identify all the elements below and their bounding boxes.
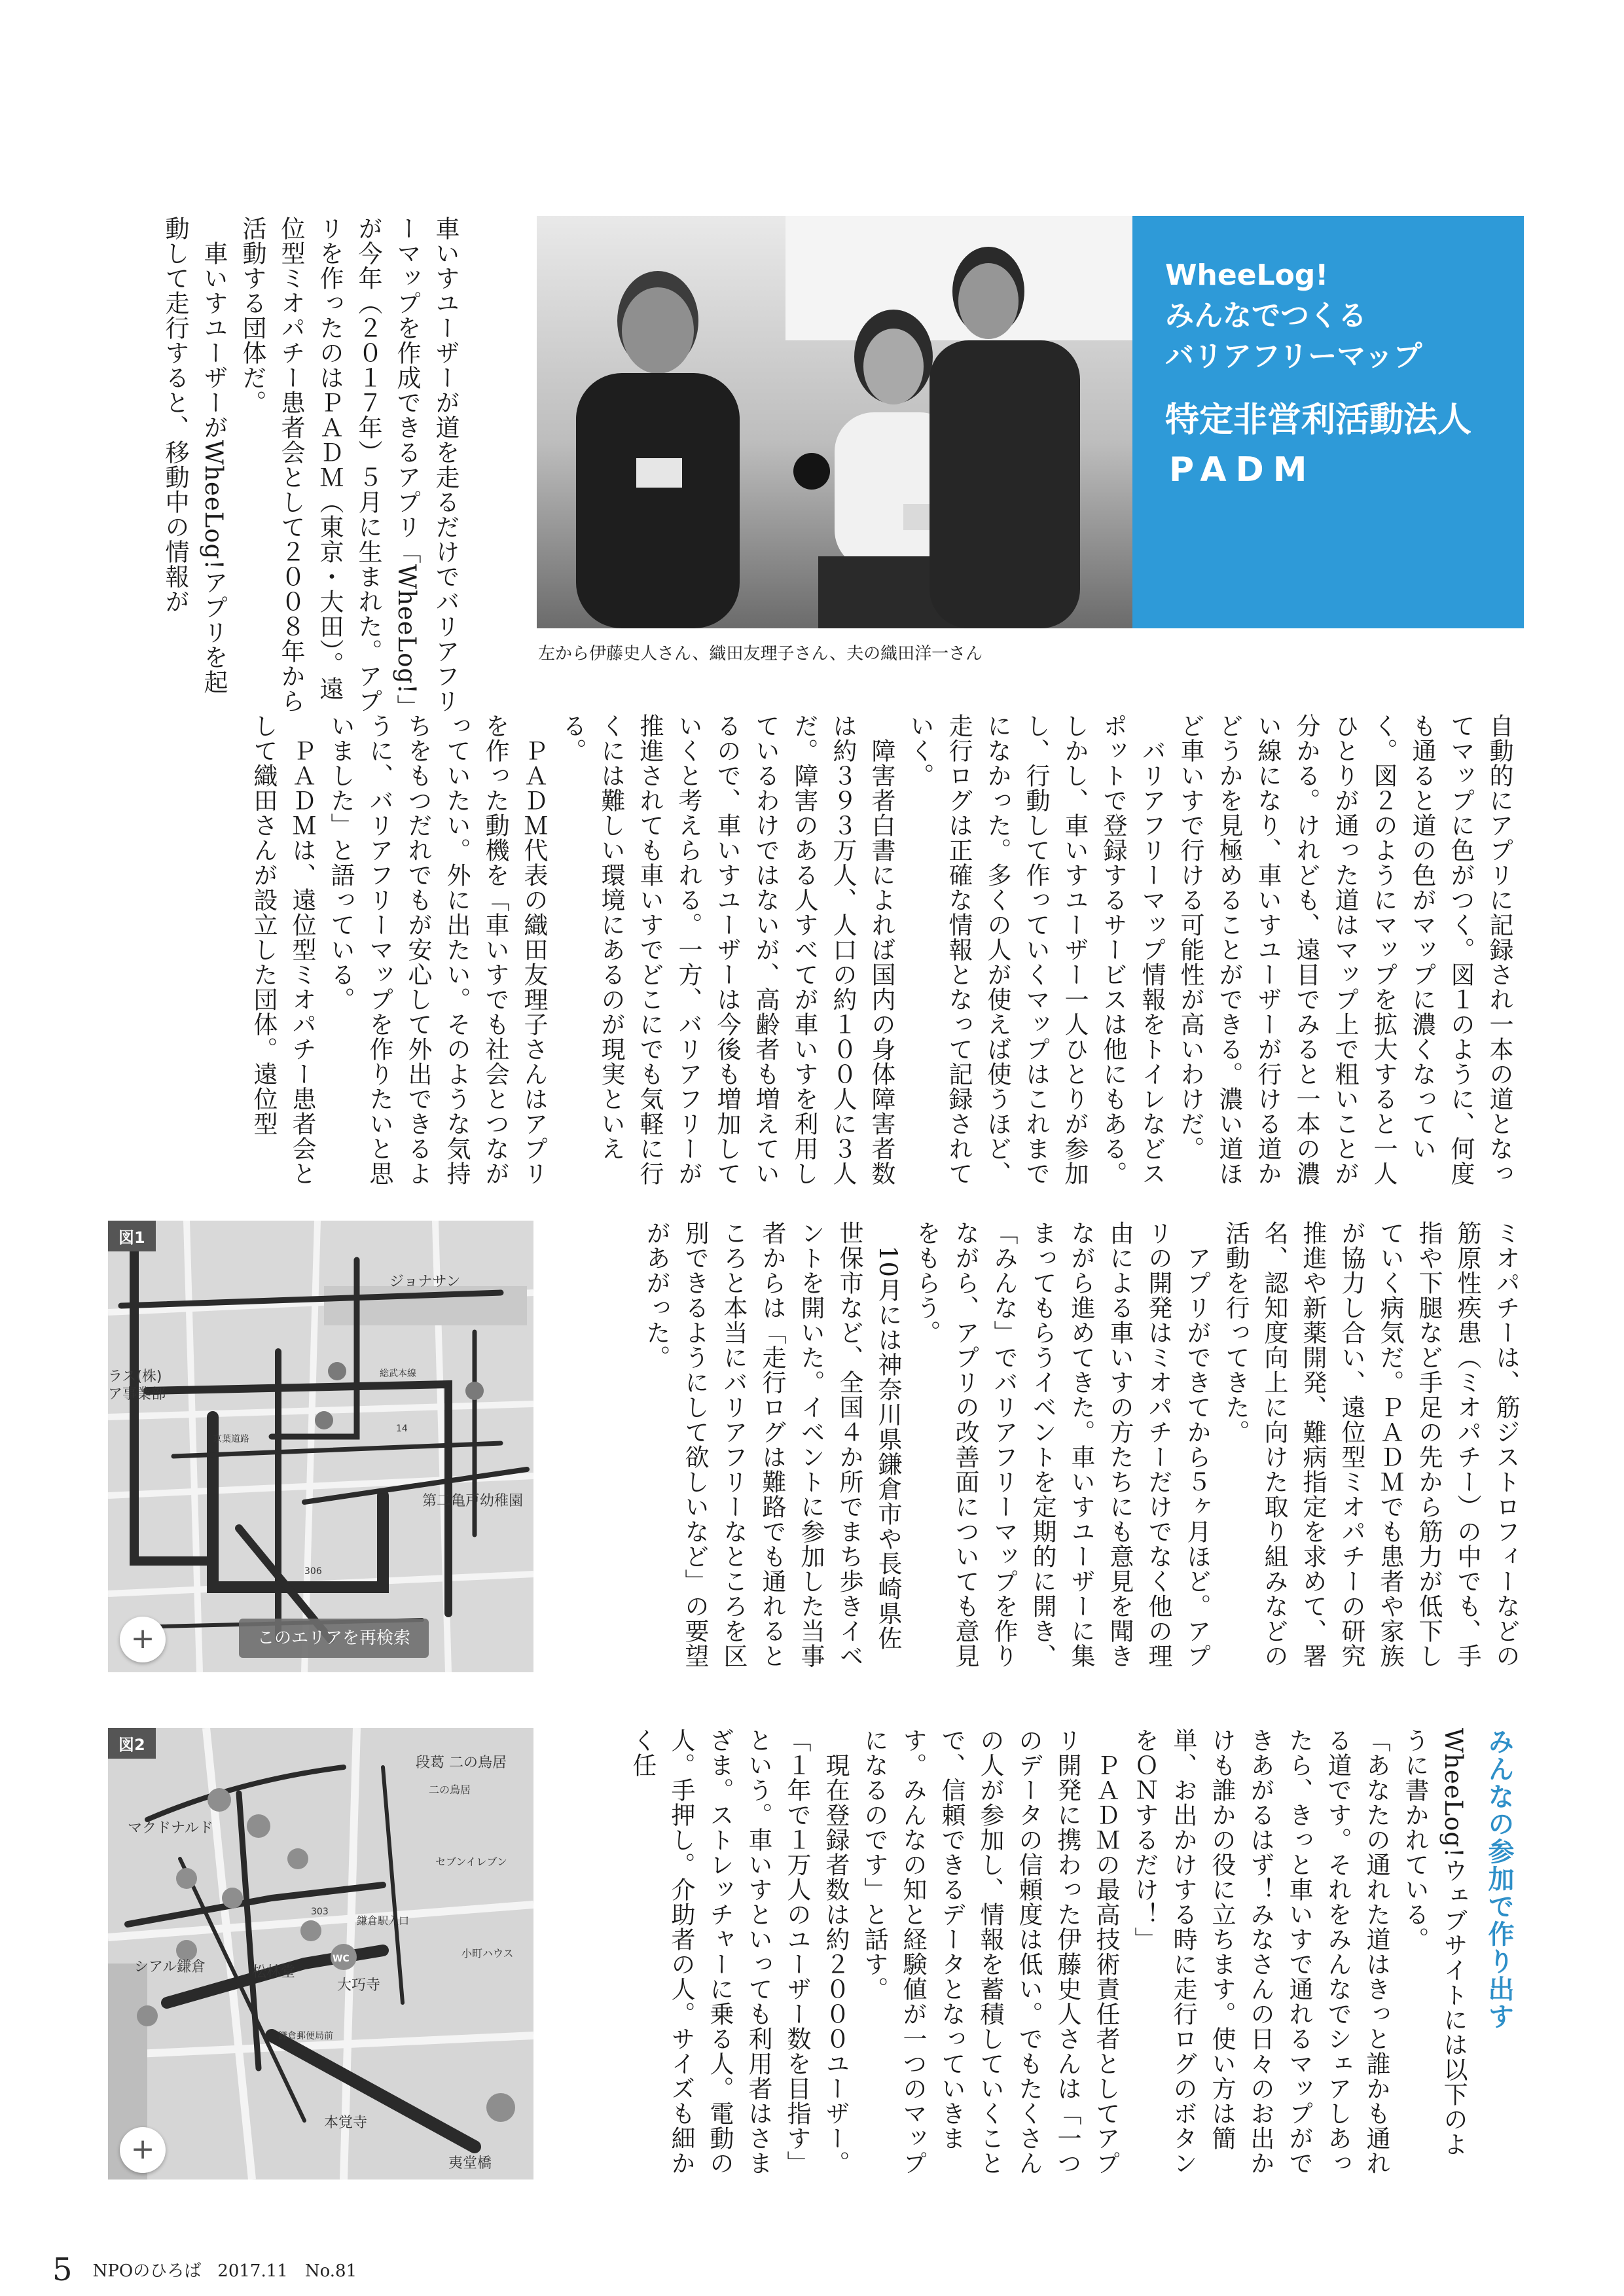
map2-wc-icon: WC bbox=[333, 1954, 350, 1964]
map1-label-dept: ア事業部 bbox=[108, 1386, 166, 1403]
photo-image bbox=[537, 216, 1132, 628]
map2-label-mcdonalds: マクドナルド bbox=[128, 1820, 213, 1837]
map2-zoom-in-button[interactable]: + bbox=[120, 2127, 166, 2173]
map2-label-sial: シアル鎌倉 bbox=[134, 1959, 206, 1975]
map2-label-station: 鎌倉駅入口 bbox=[357, 1914, 410, 1927]
figure1-map bbox=[108, 1221, 533, 1672]
photo bbox=[537, 216, 1132, 628]
figure1-label: 図1 bbox=[108, 1221, 156, 1251]
org-name: 特定非営利活動法人 bbox=[1165, 401, 1472, 440]
page-number: 5 bbox=[52, 2251, 73, 2288]
article-title-box bbox=[1132, 216, 1524, 628]
section-heading: みんなの参加で作り出す bbox=[1484, 1728, 1514, 2030]
map1-label-keiyo: 京葉道路 bbox=[213, 1434, 249, 1444]
final-column: WheeLog!ウェブサイトには以下のように書かれている。 「あなたの通れた道はきっと誰かも通れる道です。それをみんなでシェアしあったら、きっと車いすで通れるマップができあがるはず！みなさんの日々のお出かけも誰かの役に立ちます。使い方は簡単、お出かけする時に走行ログのボタンをＯＮするだけ！」 ＰＡＤＭの最高技術責任者としてアプリ開発に携わった伊藤史人さんは「一つのデータの信頼度は低い。でもたくさんの人が参加し、情報を蓄積していくことで、信頼できるデータとなっていきます。みんなの知と経験値が一つのマップになるのです」と話す。 現在登録者数は約２０００ユーザー。「１年で１万人のユーザー数を目指す」という。車いすといっても利用者はさまざま。ストレッチャーに乗る人。電動の人。手押し。介助者の人。サイズも細かく任 bbox=[628, 1728, 1468, 2176]
map2-label-komachi: 小町ハウス bbox=[461, 1947, 514, 1960]
intro-column: 車いすユーザーが道を走るだけでバリアフリーマップを作成できるアプリ「WheeLog!」が今年（２０１７年）５月に生まれた。アプリを作ったのはＰＡＤＭ（東京・大田）。遠位型ミオパチー患者会として２００８年から活動する団体だ。 車いすユーザーがWheeLog!アプリを起動して走行すると、移動中の情報が bbox=[161, 216, 460, 713]
figure1-map-image bbox=[108, 1221, 533, 1672]
map1-label-14: 14 bbox=[396, 1424, 408, 1434]
map1-label-las: ラス(株) bbox=[108, 1369, 162, 1385]
map1-zoom-in-button[interactable]: + bbox=[120, 1617, 166, 1662]
map1-research-area-button[interactable]: このエリアを再検索 bbox=[239, 1619, 429, 1658]
map2-label-seven: セブンイレブン bbox=[435, 1856, 507, 1868]
figure2-label: 図2 bbox=[108, 1728, 156, 1759]
map1-label-306: 306 bbox=[304, 1566, 322, 1577]
title-line1: WheeLog! bbox=[1165, 259, 1329, 292]
map2-label-daigyoji: 大巧寺 bbox=[337, 1977, 381, 1994]
page-footer bbox=[52, 2251, 357, 2288]
map1-label-kindergarten: 第二亀戸幼稚園 bbox=[422, 1493, 524, 1509]
org-abbr: PADM bbox=[1169, 450, 1316, 490]
title-line2: みんなでつくる bbox=[1165, 299, 1367, 332]
map2-label-dankazura: 段葛 二の鳥居 bbox=[416, 1755, 507, 1771]
map2-label-torii: 二の鳥居 bbox=[429, 1784, 471, 1796]
main-column: 自動的にアプリに記録され一本の道となってマップに色がつく。図１のように、何度も通ると道の色がマップに濃くなっていく。図２のようにマップを拡大すると一人ひとりが通った道はマップ上で粗いことが分かる。けれども、遠目でみると一本の濃い線になり、車いすユーザーが行ける道かどうかを見極めることができる。濃い道ほど車いすで行ける可能性が高いわけだ。 バリアフリーマップ情報をトイレなどスポットで登録するサービスは他にもある。しかし、車いすユーザー一人ひとりが参加し、行動して作っていくマップはこれまでになかった。多くの人が使えば使うほど、走行ログは正確な情報となって記録されていく。 障害者白書によれば国内の身体障害者数は約３９３万人、人口の約１００人に３人だ。障害のある人すべてが車いすを利用しているわけではないが、高齢者も増えているので、車いすユーザーは今後も増加していくと考えられる。一方、バリアフリーが推進されても車いすでどこにでも気軽に行くには難しい環境にあるのが現実といえる。 ＰＡＤＭ代表の織田友理子さんはアプリを作った動機を「車いすでも社会とつながっていたい。外に出たい。そのような気持ちをもつだれでもが安心して外出できるように、バリアフリーマップを作りたいと思いました」と語っている。 ＰＡＤＭは、遠位型ミオパチー患者会として織田さんが設立した団体。遠位型 bbox=[249, 713, 1513, 1186]
map1-label-sobu: 総武本線 bbox=[380, 1369, 416, 1379]
publication-name: NPOのひろば bbox=[92, 2261, 202, 2281]
photo-caption: 左から伊藤史人さん、織田友理子さん、夫の織田洋一さん bbox=[538, 644, 983, 664]
map2-label-shorindo: 松林堂 bbox=[252, 1964, 296, 1981]
map2-label-hongakuji: 本覚寺 bbox=[324, 2115, 368, 2131]
map2-label-ebisudo: 夷堂橋 bbox=[448, 2155, 492, 2172]
map1-label-jonathan: ジョナサン bbox=[389, 1274, 461, 1290]
figure2-map-image bbox=[108, 1728, 533, 2179]
title-line3: バリアフリーマップ bbox=[1165, 340, 1422, 373]
map2-label-postoffice: 鎌倉郵便局前 bbox=[278, 2031, 333, 2041]
figure2-map bbox=[108, 1728, 533, 2179]
map2-label-303: 303 bbox=[311, 1907, 329, 1917]
lower-column: ミオパチーは、筋ジストロフィーなどの筋原性疾患（ミオパチー）の中でも、手指や下腿など手足の先から筋力が低下していく病気だ。ＰＡＤＭでも患者や家族が協力し合い、遠位型ミオパチーの研究推進や新薬開発、難病指定を求めて、署名、認知度向上に向けた取り組みなどの活動を行ってきた。 アプリができてから５ヶ月ほど。アプリの開発はミオパチーだけでなく他の理由による車いすの方たちにも意見を聞きながら進めてきた。車いすユーザーに集まってもらうイベントを定期的に開き、「みんな」でバリアフリーマップを作りながら、アプリの改善面についても意見をもらう。 10月には神奈川県鎌倉市や長崎県佐世保市など、全国４か所でまち歩きイベントを開いた。イベントに参加した当事者からは「走行ログは難路でも通れるところと本当にバリアフリーなところを区別できるようにして欲しいなど」の要望があがった。 bbox=[642, 1221, 1520, 1668]
issue-info: 2017.11 No.81 bbox=[217, 2261, 357, 2281]
